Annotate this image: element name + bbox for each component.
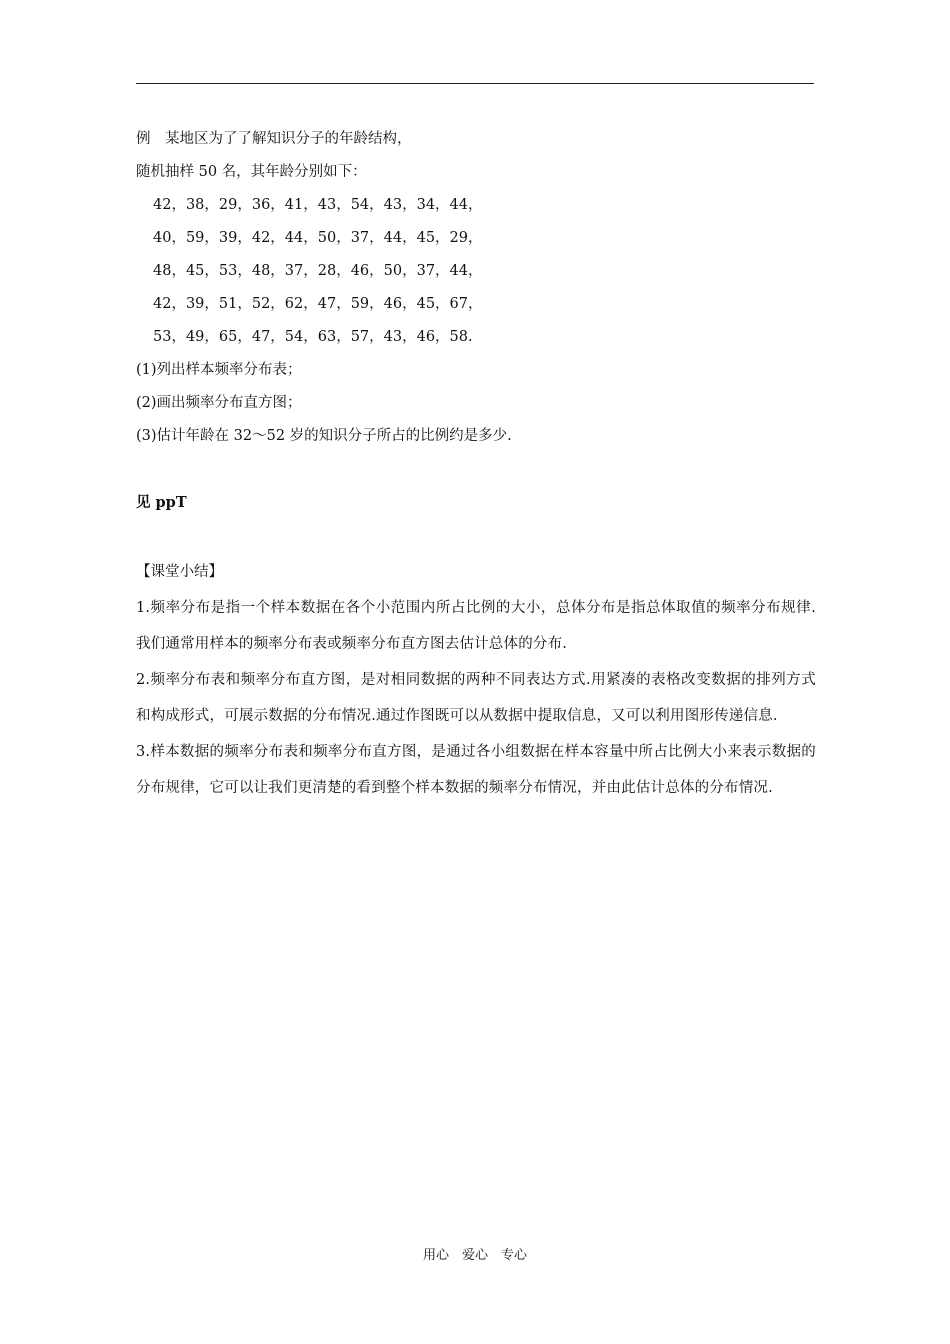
summary-item-2: 2.频率分布表和频率分布直方图，是对相同数据的两种不同表达方式.用紧凑的表格改变数据的排列方式和构成形式，可展示数据的分布情况.通过作图既可以从数据中提取信息，又可以利用图形传递信息. <box>136 672 816 724</box>
header-rule <box>136 83 814 84</box>
summary-title: 【课堂小结】 <box>136 564 223 580</box>
question-1: (1)列出样本频率分布表； <box>136 362 302 378</box>
age-data-row: 48，45，53，48，37，28，46，50，37，44， <box>153 263 483 279</box>
document-body <box>136 123 816 806</box>
question-3: (3)估计年龄在 32～52 岁的知识分子所占的比例约是多少. <box>136 428 512 444</box>
see-ppt-note: 见 ppT <box>136 494 187 511</box>
example-intro-line-2: 随机抽样 50 名，其年龄分别如下： <box>136 164 367 180</box>
age-data-row: 42，38，29，36，41，43，54，43，34，44， <box>153 197 483 213</box>
age-data-row: 40，59，39，42，44，50，37，44，45，29， <box>153 230 483 246</box>
age-data-row: 42，39，51，52，62，47，59，46，45，67， <box>153 296 483 312</box>
spacer <box>136 453 816 486</box>
question-2: (2)画出频率分布直方图； <box>136 395 302 411</box>
summary-item-3: 3.样本数据的频率分布表和频率分布直方图，是通过各小组数据在样本容量中所占比例大小来表示数据的分布规律，它可以让我们更清楚的看到整个样本数据的频率分布情况，并由此估计总体的分布情况. <box>136 744 816 796</box>
example-intro-line-1: 例 某地区为了了解知识分子的年龄结构， <box>136 131 412 147</box>
age-data-row: 53，49，65，47，54，63，57，43，46，58. <box>153 329 473 345</box>
page-footer: 用心 爱心 专心 <box>422 1248 527 1263</box>
summary-item-1: 1.频率分布是指一个样本数据在各个小范围内所占比例的大小，总体分布是指总体取值的频率分布规律.我们通常用样本的频率分布表或频率分布直方图去估计总体的分布. <box>136 600 816 652</box>
spacer <box>136 519 816 552</box>
